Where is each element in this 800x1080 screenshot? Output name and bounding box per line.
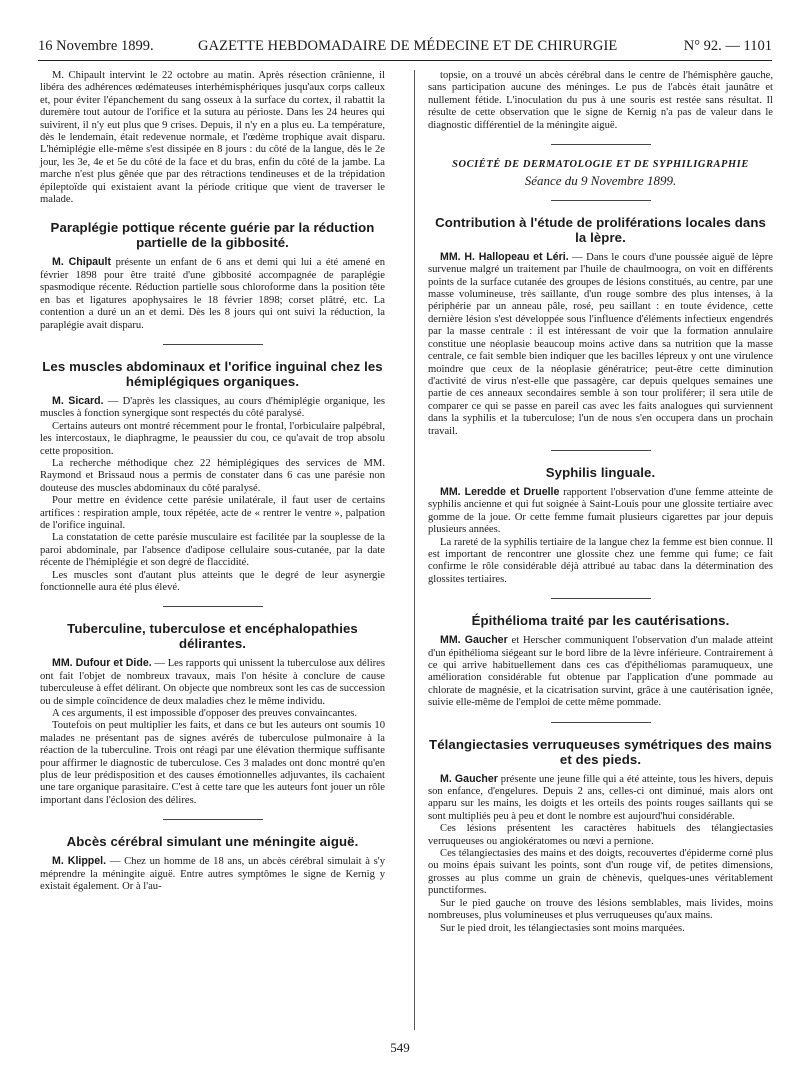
section-heading: Contribution à l'étude de proliférations locales dans la lèpre. [435,214,766,245]
section-heading: Tuberculine, tuberculose et encéphalopathies délirantes. [67,621,358,652]
author-name: MM. Gaucher [440,634,508,647]
column-divider [414,70,415,1030]
page-number: 549 [390,1040,410,1055]
paragraph: Les muscles sont d'autant plus atteints que le degré de leur asynergie fonctionnelle aura été plus élevé. [40,569,385,593]
paragraph: Sur le pied droit, les télangiectasies sont moins marquées. [440,922,685,934]
page-header [38,38,772,61]
divider [163,606,263,607]
author-name: MM. H. Hallopeau et Léri. [440,250,569,263]
divider [551,598,651,599]
paragraph: La recherche méthodique chez 22 hémiplégiques des services de MM. Raymond et Brissaud nous a permis de constater dans 6 cas une parésie non douteuse des muscles abdominaux du côté paralysé. [40,457,385,494]
paragraph: M. Sicard. — D'après les classiques, au cours d'hémiplégie organique, les muscles à fonction synergique sont respectés du côté paralysé. [40,394,386,420]
paragraph: M. Klippel. — Chez un homme de 18 ans, un abcès cérébral simulait à s'y méprendre la méningite aiguë. Entre autres symptômes le signe de Kernig y existait également. Or à l'au- [40,855,386,893]
section-heading: Paraplégie pottique récente guérie par la réduction partielle de la gibbosité. [50,220,375,251]
paragraph: Pour mettre en évidence cette parésie unilatérale, il faut user de certains artifices : respiration ample, toux répétée, acte de « rentrer le ventre », palpation de l'orifice inguinal. [40,495,385,531]
paragraph: Ces lésions présentent les caractères habituels des télangiectasies verruqueuses ou angiokératomes ou nœvi a pernione. [428,823,773,847]
author-name: M. Gaucher [440,772,498,785]
section-heading: Les muscles abdominaux et l'orifice inguinal chez les hémiplégiques organiques. [42,358,383,389]
paragraph: Sur le pied gauche on trouve des lésions semblables, mais livides, moins nombreuses, plus volumineuses et plus verruqueuses qu'aux mains. [428,897,773,922]
paragraph: La rareté de la syphilis tertiaire de la langue chez la femme est bien connue. Il est important de rencontrer une glossite chez une femme qui fume; ce fait confirme le rôle considérable déjà attribué au tabac dans la détermination des glossites tertiaires. [428,536,773,585]
paragraph: topsie, on a trouvé un abcès cérébral dans le centre de l'hémisphère gauche, sans participation aucune des méninges. Le pus de l'abcès était jaunâtre et nullement fétide. L'inoculation du pus à une souris est restée sans résultat. Il résulte de cette observation que le signe de Kernig n'a pas de valeur dans le diagnostic différentiel de la méningite aiguë. [428,70,773,131]
author-name: MM. Dufour et Dide. [52,657,152,670]
divider [551,722,651,723]
section-heading: Abcès cérébral simulant une méningite aiguë. [66,834,359,850]
author-name: M. Sicard. [52,394,104,407]
paragraph: Ces télangiectasies des mains et des doigts, recouvertes d'épiderme corné plus ou moins épais suivant les points, sont d'un rouge vif, de petites dimensions, grosses au plus comme un grain de chènevis, quelques-unes véritablement punctiformes. [428,848,773,897]
section-heading: Télangiectasies verruqueuses symétriques des mains et des pieds. [429,736,772,767]
left-column [40,70,385,894]
session-date: Séance du 9 Novembre 1899. [524,173,677,189]
paragraph: MM. Leredde et Druelle rapportent l'observation d'une femme atteinte de syphilis ancienne et qui fut soignée à Saint-Louis pour une glossite tertiaire avec gomme de la joue. Or cette femme fumait plusieurs cigarettes par jour depuis plusieurs années. [428,485,774,536]
paragraph: La constatation de cette parésie musculaire est facilitée par la souplesse de la paroi abdominale, par l'absence d'adipose cellulaire sous-cutanée, par la date récente de l'hémiplégie et son degré de flaccidité. [40,532,385,569]
author-name: M. Klippel. [52,855,107,868]
paragraph: M. Chipault intervint le 22 octobre au matin. Après résection crânienne, il libéra des adhérences œdémateuses interhémisphériques jusqu'aux corps calleux et, pour éviter l'épanchement du sang osseux à la surface du cortex, il rabattit la duremère tout autour de l'orifice et la sutura au périoste. Dans les 24 heures qui suivirent, il n'y eut plus que 9 crises. Depuis, il n'y en a plus eu. La température, dès le lendemain, était redevenue normale, et l'œdème trophique avait disparu. L'hémiplégie elle-même s'est dissipée en 8 jours : du côté de la langue, dès le 2e jour, les 3e, 4e et 5e du côté de la face et du bras, enfin du côté de la jambe. La marche n'est plus gênée que par des rétractions tendineuses et de la trépidation épileptoïde qui existaient avant la période critique que vient de traverser le malade. [40,70,385,206]
paragraph: MM. H. Hallopeau et Léri. — Dans le cours d'une poussée aiguë de lèpre survenue malgré un traitement par l'huile de chaulmoogra, on voit en différents points de la surface cutanée des groupes de lésions constitués, au centre, par une masse volumineuse, très saillante, d'un rouge sombre des plus intenses, à la périphérie par un anneau pâle, rosé, peu saillant : en toute évidence, cette dernière lésion s'est développée sous l'influence d'éléments infectieux engendrés par la masse centrale : il est intéressant de voir que la formation annulaire constitue une néoplasie beaucoup moins active dans sa nutrition que la masse centrale, ce fait semble bien indiquer que les bacilles lépreux y ont une virulence moindre que ceux de la néoplasie génératrice; peut-être cette diminution d'activité de virus n'est-elle que passagère, car depuis quelques semaines une partie de ces anneaux secondaires semble à son tour proliférer; il sera utile de comparer ce qui se passe en pareil cas avec les faits analogues qui surviennent dans la syphilis et la tuberculose; l'un de nous s'en occupera dans un prochain travail. [428,250,773,437]
divider [163,819,263,820]
paragraph: A ces arguments, il est impossible d'opposer des preuves convaincantes. [52,708,358,720]
paragraph: M. Gaucher présente une jeune fille qui a été atteinte, tous les hivers, depuis son enfance, d'engelures. Depuis 2 ans, celles-ci ont diminué, mais alors ont apparu sur les mains, les doigts et les orteils des points rouges saillants qui se sont multipliés peu à peu et dont le nombre est aujourd'hui considérable. [428,772,773,822]
issue-number: N° 92. — 1101 [683,38,772,54]
issue-date: 16 Novembre 1899. [38,38,154,54]
journal-title: GAZETTE HEBDOMADAIRE DE MÉDECINE ET DE CHIRURGIE [198,38,618,54]
divider [163,344,263,345]
paragraph: M. Chipault présente un enfant de 6 ans et demi qui lui a été amené en février 1898 pour être traité d'une gibbosité accompagnée de paraplégie spasmodique récente. Réduction partielle sous chloroforme dans la position tête en bas et ligatures apophysaires le 18 février 1898; corset plâtré, etc. La contention a duré un an et demi. Dès les 8 jours qui ont suivi la réduction, la paraplégie avait disparu. [40,256,385,331]
divider [551,200,651,201]
paragraph: MM. Dufour et Dide. — Les rapports qui unissent la tuberculose aux délires ont fait l'objet de nombreux travaux, mais l'on hésite à conclure de cause tuberculeuse à effet délirant. On objecte que nombreux sont les cas de succession ou de simple coïncidence de deux maladies chez le même individu. [40,657,385,707]
divider [551,144,651,145]
section-heading: Syphilis linguale. [545,464,656,480]
paragraph: Certains auteurs ont montré récemment pour le frontal, l'orbiculaire palpébral, les intercostaux, le diaphragme, le peaussier du cou, ce qu'avait de trop absolu cette proposition. [40,420,385,457]
paragraph: Toutefois on peut multiplier les faits, et dans ce but les auteurs ont soumis 10 malades ne présentant pas de signes avérés de tuberculose pulmonaire à la réaction de la tuberculine. Trois ont réagi par une élévation thermique suffisante pour affirmer le diagnostic de tuberculose. Ces 3 malades ont donc montré qu'en plus de leur prédisposition et des causes émotionnelles adjuvantes, ils cachaient une tare organique parasitaire. C'est à cette tare que les auteurs font jouer un rôle important dans l'éclosion des délires. [40,720,385,806]
author-name: M. Chipault [52,256,112,269]
author-name: MM. Leredde et Druelle [440,485,560,498]
section-heading: Épithélioma traité par les cautérisations. [471,613,730,629]
society-heading: SOCIÉTÉ DE DERMATOLOGIE ET DE SYPHILIGRAPHIE [452,159,749,171]
divider [551,450,651,451]
right-column [428,70,773,935]
paragraph: MM. Gaucher et Herscher communiquent l'observation d'un malade atteint d'un épithélioma siégeant sur le bord libre de la lèvre inférieure. Contrairement à ce qui arrive habituellement dans ces cas d'épithéliomas paramuqueux, une amélioration considérable fut obtenue par l'application d'une pommade au chlorate de magnésie, et la cicatrisation survint, grâce à une cautérisation ignée, suivie elle-même de l'emploi de cette même pommade. [428,634,773,709]
